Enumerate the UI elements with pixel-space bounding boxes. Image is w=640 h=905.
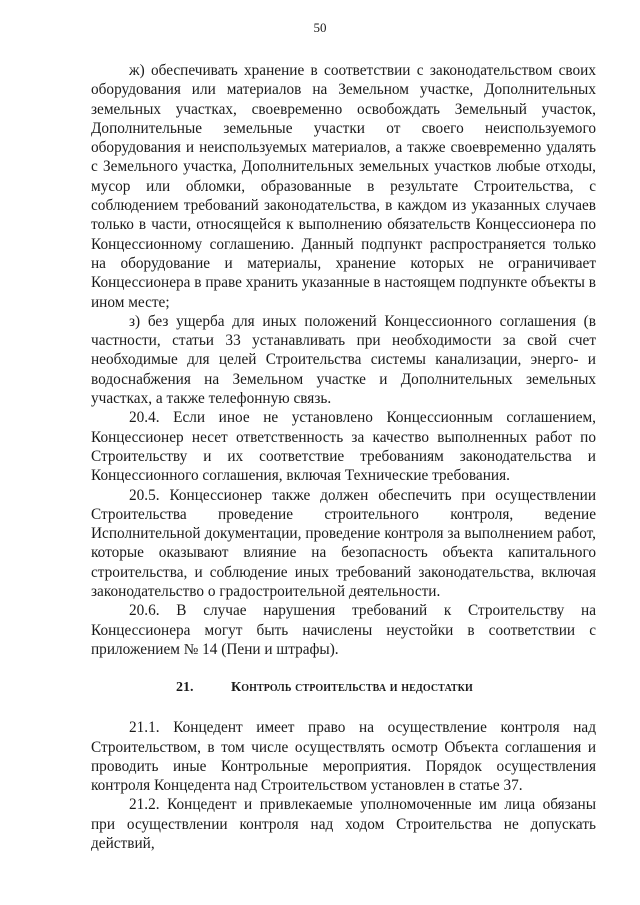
- page-number: 50: [313, 20, 327, 35]
- section-title: Контроль строительства и недостатки: [231, 680, 473, 696]
- paragraph-21-2: 21.2. Концедент и привлекаемые уполномоченные им лица обязаны при осуществлении контроля над ходом Строительства не допускать действий,: [91, 796, 596, 852]
- paragraph-zh: ж) обеспечивать хранение в соответствии с законодательством своих оборудования или материалов на Земельном участке, Дополнительных земельных участках, своевременно освобождать Земельный участок, Дополнительные земельные участки от своего неиспользуемого оборудования и неиспользуемых материалов, а также своевременно удалять с Земельного участка, Дополнительных земельных участков любые отходы, мусор или обломки, образованные в результате Строительства, с соблюдением требований законодательства, в каждом из указанных случаев только в части, относящейся к выполнению обязательств Концессионера по Концессионному соглашению. Данный подпункт распространяется только на оборудование и материалы, хранение которых не ограничивает Концессионера в праве хранить указанные в настоящем подпункте объекты в ином месте;: [91, 62, 596, 311]
- paragraph-20-5: 20.5. Концессионер также должен обеспечить при осуществлении Строительства проведение строительного контроля, ведение Исполнительной документации, проведение контроля за выполнением работ, которые оказывают влияние на безопасность объекта капитального строительства, и соблюдение иных требований законодательства, включая законодательство о градостроительной деятельности.: [91, 486, 596, 601]
- paragraph-z: з) без ущерба для иных положений Концессионного соглашения (в частности, статьи 33 устанавливать при необходимости за свой счет необходимые для целей Строительства системы канализации, энерго- и водоснабжения на Земельном участке и Дополнительных земельных участках, а также телефонную связь.: [91, 312, 596, 408]
- paragraph-20-4: 20.4. Если иное не установлено Концессионным соглашением, Концессионер несет ответственность за качество выполненных работ по Строительству и их соответствие требованиям законодательства и Концессионного соглашения, включая Технические требования.: [91, 409, 596, 485]
- section-heading: [91, 678, 596, 697]
- paragraph-20-6: 20.6. В случае нарушения требований к Строительству на Концессионера могут быть начислены неустойки в соответствии с приложением № 14 (Пени и штрафы).: [91, 602, 596, 658]
- document-body: [91, 61, 596, 853]
- section-number: 21.: [176, 680, 194, 696]
- paragraph-21-1: 21.1. Концедент имеет право на осуществление контроля над Строительством, в том числе осуществлять осмотр Объекта соглашения и проводить иные Контрольные мероприятия. Порядок осуществления контроля Концедента над Строительством установлен в статье 37.: [91, 719, 596, 795]
